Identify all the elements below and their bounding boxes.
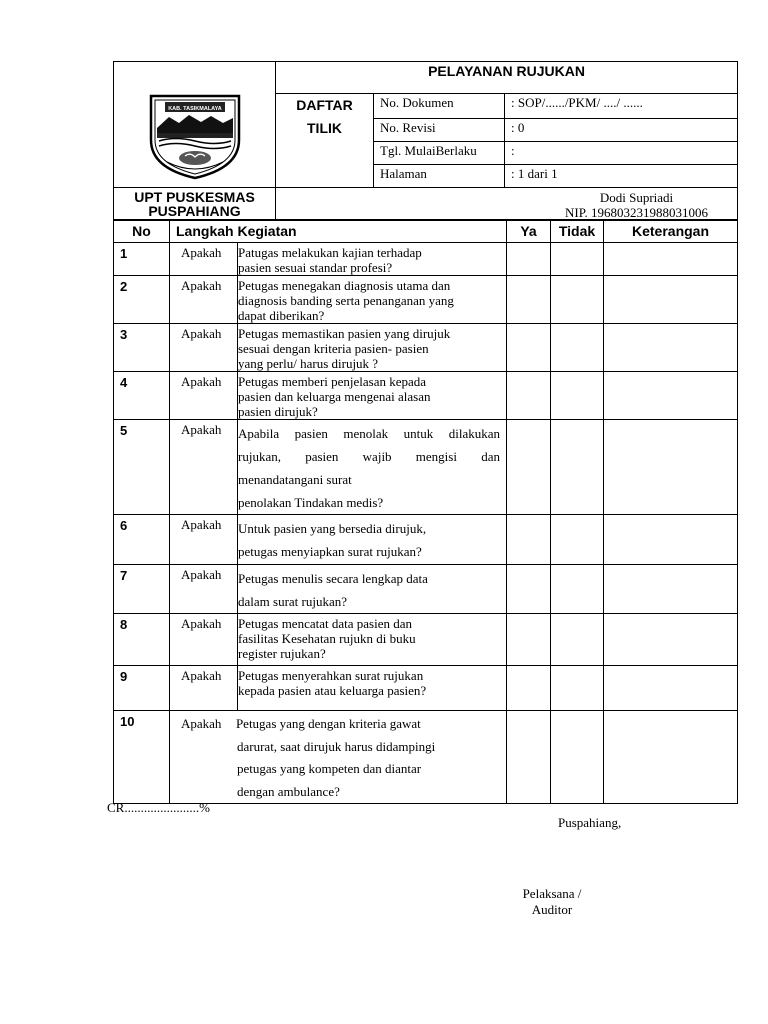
tidak-cell[interactable] bbox=[551, 614, 604, 666]
tidak-cell[interactable] bbox=[551, 276, 604, 324]
kriteria-line: pasien dirujuk? bbox=[238, 404, 318, 419]
table-row bbox=[114, 614, 738, 666]
kriteria-line: petugas menyiapkan surat rujukan? bbox=[238, 544, 422, 559]
ya-cell[interactable] bbox=[507, 666, 551, 711]
kriteria-line: fasilitas Kesehatan rujukn di buku bbox=[238, 631, 416, 646]
row-number: 6 bbox=[114, 515, 170, 565]
signer-nip: NIP. 196803231988031006 bbox=[565, 205, 709, 220]
keterangan-cell[interactable] bbox=[604, 420, 738, 515]
auditor-role-line2: Auditor bbox=[531, 902, 573, 917]
row-apakah: Apakah bbox=[170, 420, 238, 515]
row-kriteria bbox=[238, 243, 507, 276]
tidak-cell[interactable] bbox=[551, 565, 604, 614]
keterangan-cell[interactable] bbox=[604, 666, 738, 711]
table-row bbox=[114, 666, 738, 711]
signer-name: Dodi Supriadi bbox=[599, 190, 674, 205]
row-apakah: Apakah bbox=[170, 243, 238, 276]
row-apakah: Apakah bbox=[181, 716, 222, 731]
row-apakah: Apakah bbox=[170, 666, 238, 711]
row-apakah: Apakah bbox=[170, 614, 238, 666]
row-kriteria bbox=[238, 666, 507, 711]
keterangan-cell[interactable] bbox=[604, 565, 738, 614]
meta-value-halaman: : 1 dari 1 bbox=[505, 165, 738, 188]
keterangan-cell[interactable] bbox=[604, 324, 738, 372]
keterangan-cell[interactable] bbox=[604, 711, 738, 804]
logo-cell bbox=[114, 62, 276, 188]
row-number: 9 bbox=[114, 666, 170, 711]
keterangan-cell[interactable] bbox=[604, 515, 738, 565]
keterangan-cell[interactable] bbox=[604, 276, 738, 324]
compliance-rate-line: CR.......................% bbox=[107, 800, 210, 815]
ya-cell[interactable] bbox=[507, 515, 551, 565]
kriteria-line: dalam surat rujukan? bbox=[238, 594, 348, 609]
kriteria-line: pasien sesuai standar profesi? bbox=[238, 260, 393, 275]
kriteria-line: sesuai dengan kriteria pasien- pasien bbox=[238, 341, 429, 356]
regency-emblem-logo bbox=[145, 90, 245, 180]
kriteria-line: Petugas mencatat data pasien dan bbox=[238, 616, 412, 631]
row-number: 2 bbox=[114, 276, 170, 324]
kriteria-line: menandatangani surat bbox=[238, 472, 352, 487]
row-kriteria bbox=[238, 420, 507, 515]
col-header-ya: Ya bbox=[507, 220, 551, 243]
row-number: 7 bbox=[114, 565, 170, 614]
kriteria-line: dengan ambulance? bbox=[237, 783, 340, 799]
kriteria-line: pasien dan keluarga mengenai alasan bbox=[238, 389, 431, 404]
tilik-label: TILIK bbox=[307, 120, 342, 136]
logo-inscription: KAB. TASIKMALAYA bbox=[168, 106, 222, 112]
auditor-role-line1: Pelaksana / bbox=[522, 886, 582, 901]
tidak-cell[interactable] bbox=[551, 711, 604, 804]
row-kriteria bbox=[170, 711, 507, 804]
table-row bbox=[114, 515, 738, 565]
kriteria-line: register rujukan? bbox=[238, 646, 326, 661]
kriteria-line: petugas yang kompeten dan diantar bbox=[237, 761, 422, 776]
table-row bbox=[114, 711, 738, 804]
tidak-cell[interactable] bbox=[551, 324, 604, 372]
row-number: 10 bbox=[114, 711, 170, 804]
kriteria-line: Petugas menyerahkan surat rujukan bbox=[238, 668, 424, 683]
daftar-label: DAFTAR bbox=[296, 97, 353, 113]
col-header-no: No bbox=[114, 220, 170, 243]
row-number: 5 bbox=[114, 420, 170, 515]
ya-cell[interactable] bbox=[507, 243, 551, 276]
kriteria-line: Patugas melakukan kajian terhadap bbox=[238, 245, 422, 260]
row-kriteria bbox=[238, 324, 507, 372]
ya-cell[interactable] bbox=[507, 372, 551, 420]
tidak-cell[interactable] bbox=[551, 372, 604, 420]
meta-label-no-revisi: No. Revisi bbox=[374, 119, 505, 142]
meta-value-no-revisi: : 0 bbox=[505, 119, 738, 142]
meta-value-tgl-berlaku: : bbox=[505, 142, 738, 165]
row-number: 3 bbox=[114, 324, 170, 372]
checklist-table bbox=[113, 219, 738, 804]
kriteria-line: yang perlu/ harus dirujuk ? bbox=[238, 356, 379, 371]
kriteria-line: darurat, saat dirujuk harus didampingi bbox=[237, 738, 436, 754]
ya-cell[interactable] bbox=[507, 565, 551, 614]
kriteria-line: rujukan, pasien wajib mengisi dan bbox=[238, 449, 500, 464]
col-header-keterangan: Keterangan bbox=[604, 220, 738, 243]
meta-label-no-dokumen: No. Dokumen bbox=[374, 94, 505, 119]
ya-cell[interactable] bbox=[507, 324, 551, 372]
kriteria-line: kepada pasien atau keluarga pasien? bbox=[238, 683, 427, 698]
signer-block bbox=[276, 188, 738, 221]
table-row bbox=[114, 565, 738, 614]
tidak-cell[interactable] bbox=[551, 666, 604, 711]
unit-name-line2: PUSPAHIANG bbox=[148, 203, 241, 219]
ya-cell[interactable] bbox=[507, 276, 551, 324]
unit-name-line1: UPT PUSKESMAS bbox=[134, 189, 255, 205]
row-kriteria bbox=[238, 276, 507, 324]
tidak-cell[interactable] bbox=[551, 243, 604, 276]
row-kriteria bbox=[238, 372, 507, 420]
row-number: 1 bbox=[114, 243, 170, 276]
document-title: PELAYANAN RUJUKAN bbox=[276, 62, 738, 94]
kriteria-line: penolakan Tindakan medis? bbox=[238, 495, 384, 510]
kriteria-line: Apabila pasien menolak untuk dilakukan bbox=[238, 426, 500, 441]
meta-label-tgl-berlaku: Tgl. MulaiBerlaku bbox=[374, 142, 505, 165]
kriteria-line: Petugas memastikan pasien yang dirujuk bbox=[238, 326, 451, 341]
row-apakah: Apakah bbox=[170, 372, 238, 420]
ya-cell[interactable] bbox=[507, 711, 551, 804]
auditor-signature-block bbox=[500, 886, 604, 918]
kriteria-line: Untuk pasien yang bersedia dirujuk, bbox=[238, 521, 427, 536]
daftar-tilik-label bbox=[276, 94, 374, 188]
tidak-cell[interactable] bbox=[551, 515, 604, 565]
kriteria-line: Petugas yang dengan kriteria gawat bbox=[235, 716, 421, 731]
table-row bbox=[114, 276, 738, 324]
keterangan-cell[interactable] bbox=[604, 614, 738, 666]
meta-label-halaman: Halaman bbox=[374, 165, 505, 188]
table-row bbox=[114, 420, 738, 515]
unit-name bbox=[114, 188, 276, 221]
row-apakah: Apakah bbox=[170, 276, 238, 324]
col-header-langkah-kegiatan: Langkah Kegiatan bbox=[170, 220, 507, 243]
table-header-row bbox=[114, 220, 738, 243]
kriteria-line: Petugas memberi penjelasan kepada bbox=[238, 374, 427, 389]
keterangan-cell[interactable] bbox=[604, 243, 738, 276]
row-number: 8 bbox=[114, 614, 170, 666]
ya-cell[interactable] bbox=[507, 614, 551, 666]
kriteria-line: Petugas menegakan diagnosis utama dan bbox=[238, 278, 451, 293]
row-kriteria bbox=[238, 614, 507, 666]
kriteria-line: Petugas menulis secara lengkap data bbox=[238, 571, 428, 586]
table-row bbox=[114, 372, 738, 420]
row-kriteria bbox=[238, 515, 507, 565]
kriteria-first-line bbox=[181, 713, 500, 736]
place-date: Puspahiang, bbox=[558, 815, 622, 830]
meta-value-no-dokumen: : SOP/....../PKM/ ..../ ...... bbox=[505, 94, 738, 119]
tidak-cell[interactable] bbox=[551, 420, 604, 515]
table-row bbox=[114, 243, 738, 276]
col-header-tidak: Tidak bbox=[551, 220, 604, 243]
kriteria-line: dapat diberikan? bbox=[238, 308, 325, 323]
row-kriteria bbox=[238, 565, 507, 614]
row-apakah: Apakah bbox=[170, 324, 238, 372]
document-header bbox=[113, 61, 738, 221]
row-apakah: Apakah bbox=[170, 565, 238, 614]
ya-cell[interactable] bbox=[507, 420, 551, 515]
table-row bbox=[114, 324, 738, 372]
keterangan-cell[interactable] bbox=[604, 372, 738, 420]
row-number: 4 bbox=[114, 372, 170, 420]
kriteria-line: diagnosis banding serta penanganan yang bbox=[238, 293, 454, 308]
row-apakah: Apakah bbox=[170, 515, 238, 565]
